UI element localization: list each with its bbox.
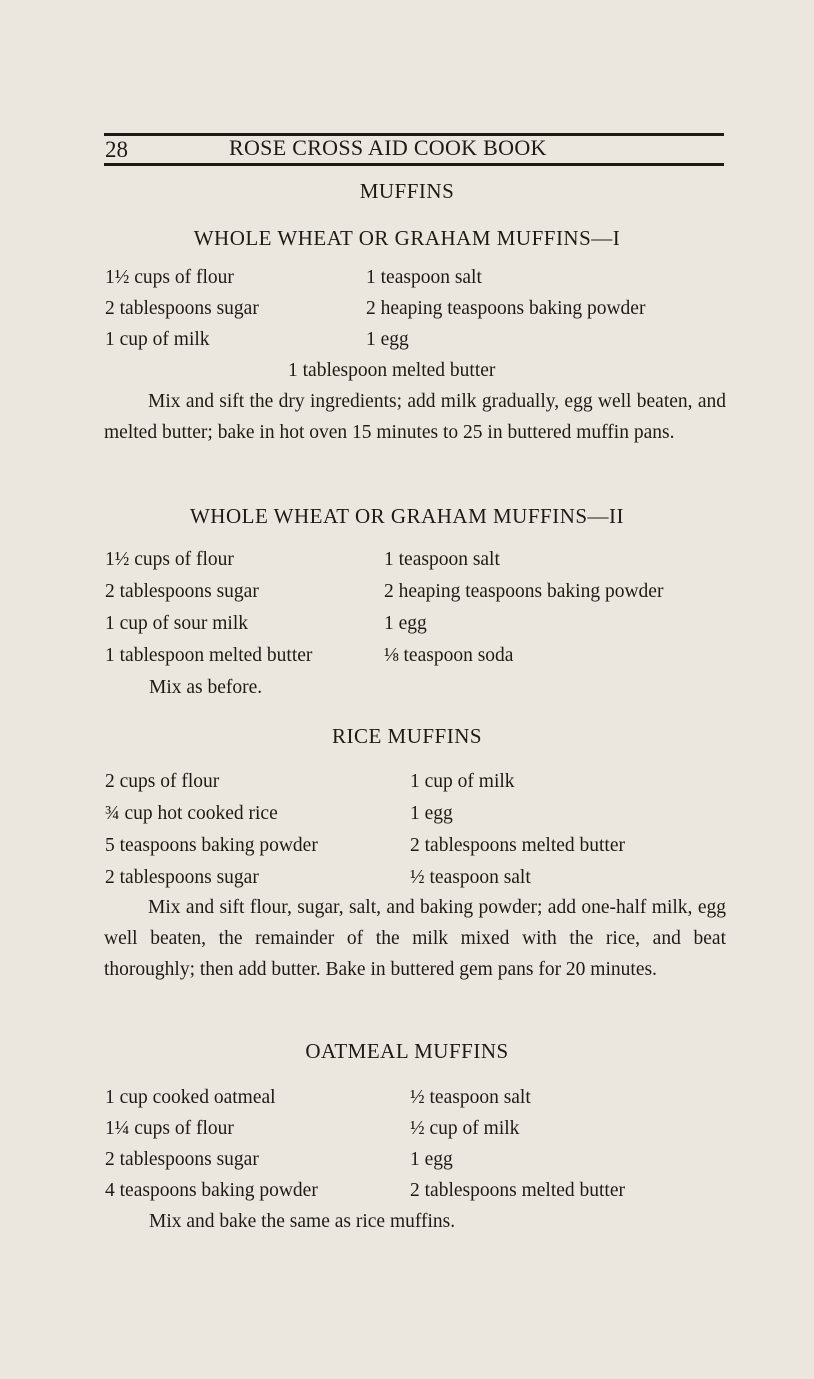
ingredient: 1 egg — [384, 613, 427, 634]
ingredient: 1 teaspoon salt — [366, 267, 482, 288]
recipe-directions: Mix and sift the dry ingredients; add milk gradually, egg well beaten, and melted butter; bake in hot oven 15 minutes to 25 in buttered muffin pans. — [104, 391, 726, 443]
recipe-title: WHOLE WHEAT OR GRAHAM MUFFINS—I — [193, 226, 621, 250]
recipe-title: RICE MUFFINS — [331, 724, 483, 748]
section-title: MUFFINS — [359, 179, 455, 203]
running-title: ROSE CROSS AID COOK BOOK — [229, 135, 547, 160]
ingredient: 1 teaspoon salt — [384, 549, 500, 570]
ingredient: 2 tablespoons sugar — [105, 298, 259, 319]
recipe-title: WHOLE WHEAT OR GRAHAM MUFFINS—II — [189, 504, 625, 528]
ingredient: 2 heaping teaspoons baking powder — [366, 298, 646, 319]
ingredient: 5 teaspoons baking powder — [105, 835, 318, 856]
ingredient: 2 tablespoons sugar — [105, 867, 259, 888]
ingredient: 1½ cups of flour — [105, 267, 234, 288]
recipe-directions: Mix and bake the same as rice muffins. — [149, 1211, 456, 1232]
ingredient: 2 cups of flour — [105, 771, 220, 792]
ingredient: ¾ cup hot cooked rice — [105, 803, 278, 824]
ingredient: 1 cup of sour milk — [105, 613, 248, 634]
recipe-title: OATMEAL MUFFINS — [305, 1039, 509, 1063]
ingredient: ½ teaspoon salt — [410, 1087, 531, 1108]
ingredient: 1½ cups of flour — [105, 549, 234, 570]
ingredient: 2 tablespoons melted butter — [410, 1180, 625, 1201]
ingredient: 4 teaspoons baking powder — [105, 1180, 318, 1201]
ingredient: 1 cup cooked oatmeal — [105, 1087, 276, 1108]
page-number: 28 — [105, 137, 128, 162]
ingredient: 2 heaping teaspoons baking powder — [384, 581, 664, 602]
ingredient: 1¼ cups of flour — [105, 1118, 234, 1139]
recipe-directions: Mix as before. — [149, 677, 263, 698]
ingredient: 2 tablespoons melted butter — [410, 835, 625, 856]
ingredient: 1 egg — [410, 803, 453, 824]
header-rule-bottom — [104, 163, 724, 166]
ingredient: ½ teaspoon salt — [410, 867, 531, 888]
ingredient: ½ cup of milk — [410, 1118, 520, 1139]
ingredient: ⅛ teaspoon soda — [384, 645, 514, 666]
ingredient: 1 tablespoon melted butter — [105, 645, 313, 666]
recipe-directions: Mix and sift flour, sugar, salt, and baking powder; add one-half milk, egg well beaten, the remainder of the milk mixed with the rice, and beat thoroughly; then add butter. Bake in buttered gem pans for 20 minutes. — [104, 897, 726, 980]
ingredient: 1 cup of milk — [410, 771, 515, 792]
ingredient: 1 tablespoon melted butter — [288, 360, 496, 381]
ingredient: 1 cup of milk — [105, 329, 210, 350]
ingredient: 2 tablespoons sugar — [105, 1149, 259, 1170]
ingredient: 1 egg — [366, 329, 409, 350]
ingredient: 1 egg — [410, 1149, 453, 1170]
ingredient: 2 tablespoons sugar — [105, 581, 259, 602]
